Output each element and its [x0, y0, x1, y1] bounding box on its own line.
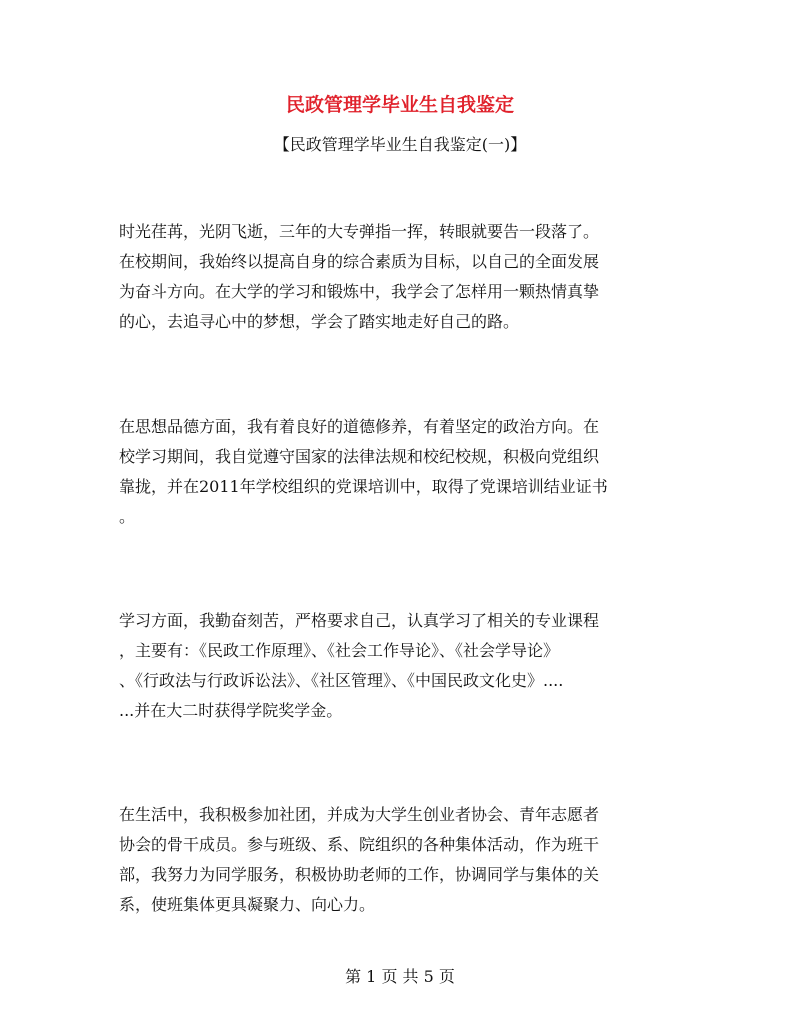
- document-subtitle: 【民政管理学毕业生自我鉴定(一)】: [273, 135, 527, 154]
- paragraph-line: 学习方面，我勤奋刻苦，严格要求自己，认真学习了相关的专业课程: [119, 611, 600, 630]
- paragraph-line: 、《行政法与行政诉讼法》、《社区管理》、《中国民政文化史》....: [119, 671, 564, 690]
- document-title: 民政管理学毕业生自我鉴定: [285, 94, 514, 116]
- paragraph-line: 校学习期间，我自觉遵守国家的法律法规和校纪校规，积极向党组织: [119, 447, 600, 466]
- paragraph-line: 在生活中，我积极参加社团，并成为大学生创业者协会、青年志愿者: [119, 805, 600, 824]
- paragraph-line: 为奋斗方向。在大学的学习和锻炼中，我学会了怎样用一颗热情真挚: [119, 282, 600, 301]
- paragraph-life: [119, 800, 689, 920]
- paragraph-line: 时光荏苒，光阴飞逝，三年的大专弹指一挥，转眼就要告一段落了。: [119, 222, 600, 241]
- paragraph-line: ，主要有：《民政工作原理》、《社会工作导论》、《社会学导论》: [119, 641, 560, 660]
- paragraph-line: 靠拢，并在2011年学校组织的党课培训中，取得了党课培训结业证书: [119, 477, 608, 496]
- paragraph-line: ...并在大二时获得学院奖学金。: [119, 701, 343, 720]
- paragraph-ideology: [119, 412, 689, 532]
- page-number-footer: 第 1 页 共 5 页: [345, 967, 455, 986]
- paragraph-line: 部，我努力为同学服务，积极协助老师的工作，协调同学与集体的关: [119, 865, 600, 884]
- paragraph-intro: [119, 217, 689, 337]
- paragraph-line: 系，使班集体更具凝聚力、向心力。: [119, 895, 376, 914]
- paragraph-study: [119, 606, 689, 726]
- paragraph-line: 。: [119, 507, 136, 526]
- paragraph-line: 在思想品德方面，我有着良好的道德修养，有着坚定的政治方向。在: [119, 417, 600, 436]
- paragraph-line: 的心，去追寻心中的梦想，学会了踏实地走好自己的路。: [119, 312, 520, 331]
- paragraph-line: 在校期间，我始终以提高自身的综合素质为目标，以自己的全面发展: [119, 252, 600, 271]
- paragraph-line: 协会的骨干成员。参与班级、系、院组织的各种集体活动，作为班干: [119, 835, 600, 854]
